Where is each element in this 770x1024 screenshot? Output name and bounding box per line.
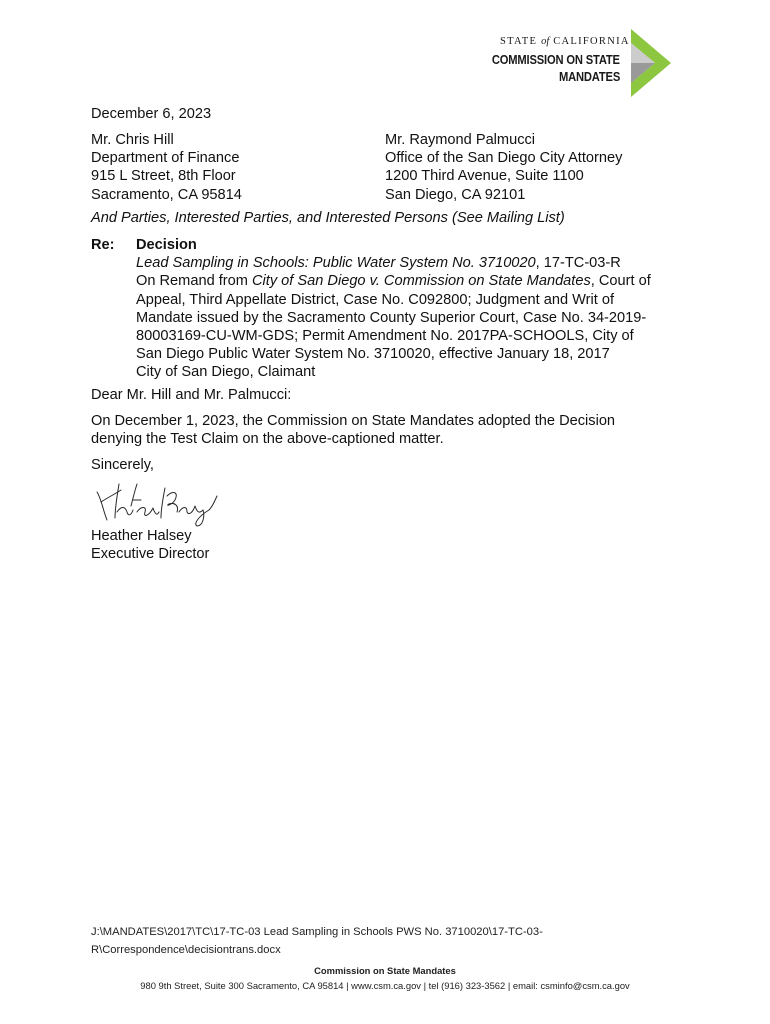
re-line: Mandate issued by the Sacramento County Superior Court, Case No. 34-2019- <box>136 309 647 326</box>
address-line: 1200 Third Avenue, Suite 1100 <box>385 168 584 185</box>
address-line: Sacramento, CA 95814 <box>91 186 242 203</box>
address-line: 915 L Street, 8th Floor <box>91 168 236 185</box>
re-line: City of San Diego, Claimant <box>136 364 316 381</box>
address-line: Office of the San Diego City Attorney <box>385 150 623 167</box>
re-line: Appeal, Third Appellate District, Case No. C092800; Judgment and Writ of <box>136 291 615 308</box>
body-paragraph <box>91 412 615 448</box>
re-line: On Remand from City of San Diego v. Commission on State Mandates, Court of <box>136 273 651 290</box>
letter-date: December 6, 2023 <box>91 106 212 122</box>
letterhead-commission-line: COMMISSION ON STATE <box>491 52 620 67</box>
address-line: Mr. Raymond Palmucci <box>385 132 536 148</box>
re-line: 80003169-CU-WM-GDS; Permit Amendment No. 2017PA-SCHOOLS, City of <box>136 328 634 345</box>
address-line: Department of Finance <box>91 150 240 167</box>
footer-contact: 980 9th Street, Suite 300 Sacramento, CA 95814 | www.csm.ca.gov | tel (916) 323-3562 | email: csminfo@csm.ca.gov <box>140 980 630 991</box>
re-line: Lead Sampling in Schools: Public Water System No. 3710020, 17-TC-03-R <box>136 255 621 272</box>
signer-title: Executive Director <box>91 546 210 563</box>
paragraph-line: denying the Test Claim on the above-captioned matter. <box>91 431 444 448</box>
file-path-line: J:\MANDATES\2017\TC\17-TC-03 Lead Sampling in Schools PWS No. 3710020\17-TC-03- <box>91 926 543 938</box>
commission-logo-icon <box>629 29 673 97</box>
re-heading: Decision <box>136 237 197 253</box>
file-path-reference <box>91 923 543 959</box>
closing: Sincerely, <box>91 457 154 473</box>
letterhead-mandates-line: MANDATES <box>558 69 620 84</box>
letterhead-state-line: STATE of CALIFORNIA <box>500 36 630 47</box>
handwritten-signature <box>93 476 223 528</box>
re-label: Re: <box>91 237 115 253</box>
signer-block <box>91 527 209 563</box>
address-line: Mr. Chris Hill <box>91 132 174 148</box>
re-subject-block <box>136 236 651 382</box>
parties-line: And Parties, Interested Parties, and Interested Persons (See Mailing List) <box>91 210 565 226</box>
recipient-address-right <box>385 131 622 204</box>
salutation: Dear Mr. Hill and Mr. Palmucci: <box>91 387 292 403</box>
footer-title: Commission on State Mandates <box>314 965 456 976</box>
address-line: San Diego, CA 92101 <box>385 186 526 203</box>
signer-name: Heather Halsey <box>91 528 192 544</box>
file-path-line: R\Correspondence\decisiontrans.docx <box>91 944 281 956</box>
recipient-address-left <box>91 131 242 204</box>
paragraph-line: On December 1, 2023, the Commission on State Mandates adopted the Decision <box>91 413 616 429</box>
re-line: San Diego Public Water System No. 3710020, effective January 18, 2017 <box>136 346 610 363</box>
